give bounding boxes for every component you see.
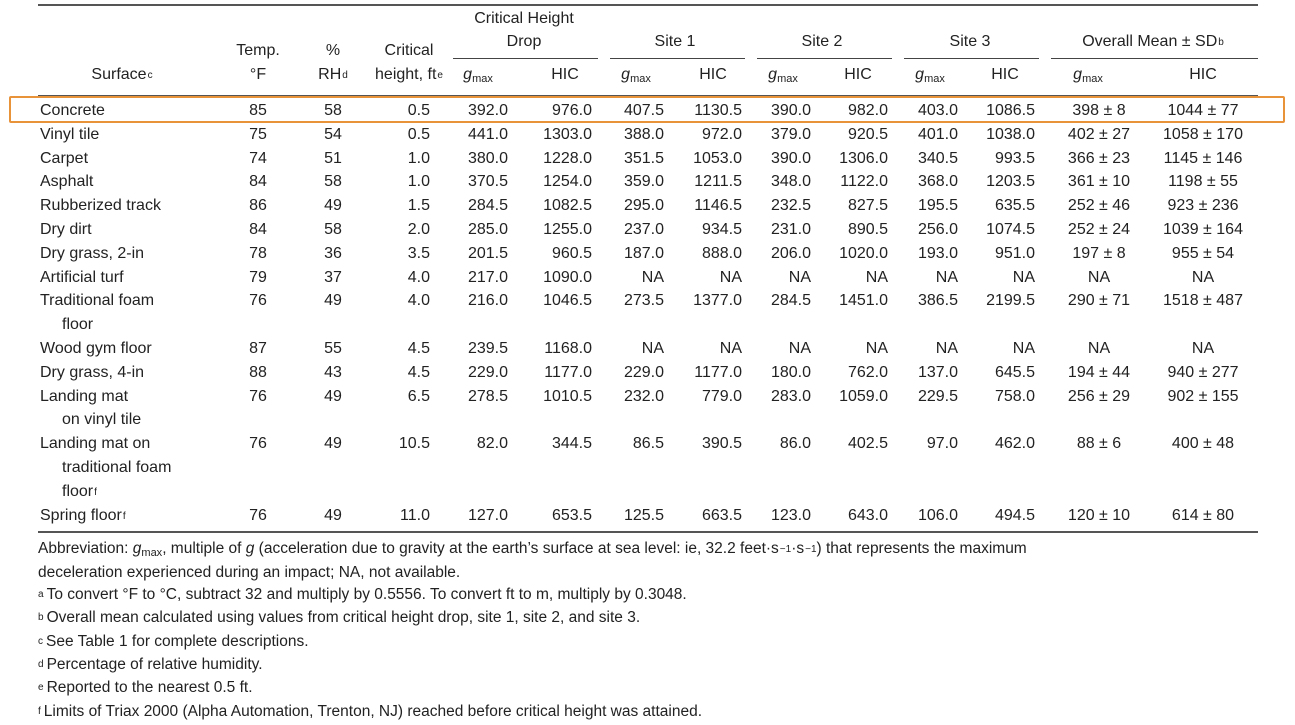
surface-label: Asphalt bbox=[40, 173, 94, 191]
cell-chd-g: 278.5 bbox=[467, 387, 508, 405]
cell-om-h: 923 ± 236 bbox=[1167, 197, 1239, 215]
cell-s1-h: 663.5 bbox=[701, 506, 742, 524]
cell-s3-h: 1203.5 bbox=[986, 173, 1035, 191]
group-rule-overall bbox=[1051, 58, 1258, 59]
cell-temp: 88 bbox=[249, 363, 267, 381]
cell-crit: 4.5 bbox=[407, 340, 430, 357]
cell-s3-g: 137.0 bbox=[917, 363, 958, 381]
cell-temp: 76 bbox=[249, 292, 267, 310]
cell-om-h: 940 ± 277 bbox=[1167, 363, 1239, 381]
surface-label: Dry grass, 4-in bbox=[40, 363, 145, 381]
footnote-mark: b bbox=[38, 612, 44, 624]
cell-s3-h: 645.5 bbox=[994, 363, 1035, 381]
surface-label: Artificial turf bbox=[40, 268, 124, 286]
footnote-text: Reported to the nearest 0.5 ft. bbox=[46, 679, 253, 697]
cell-s1-g: 86.5 bbox=[632, 435, 664, 453]
header-temp-line1: Temp. bbox=[236, 42, 280, 59]
cell-s3-h: 494.5 bbox=[994, 506, 1035, 524]
cell-s3-h: 462.0 bbox=[994, 435, 1035, 453]
abbrev-exp2: −1 bbox=[805, 544, 817, 555]
cell-om-g: 194 ± 44 bbox=[1067, 363, 1131, 381]
cell-chd-g: 370.5 bbox=[467, 173, 508, 191]
cell-chd-g: 239.5 bbox=[467, 340, 508, 357]
cell-s1-g: 273.5 bbox=[623, 292, 664, 310]
cell-s3-g: NA bbox=[935, 268, 958, 286]
cell-s1-h: NA bbox=[719, 268, 742, 286]
cell-crit: 2.0 bbox=[407, 221, 430, 238]
cell-s1-g: 407.5 bbox=[623, 102, 664, 119]
cell-om-g: 120 ± 10 bbox=[1067, 506, 1131, 524]
surface-label: Concrete bbox=[40, 102, 105, 119]
subheader-hic: HIC bbox=[551, 66, 579, 83]
cell-rh: 49 bbox=[324, 506, 342, 524]
cell-crit: 4.0 bbox=[407, 268, 430, 286]
cell-om-g: 252 ± 24 bbox=[1067, 221, 1131, 238]
cell-s1-g: 359.0 bbox=[623, 173, 664, 191]
gmax-g: g bbox=[915, 66, 925, 83]
footnote-text: To convert °F to °C, subtract 32 and multiply by 0.5556. To convert ft to m, multiply by 0.3048. bbox=[46, 586, 687, 603]
cell-s1-g: 125.5 bbox=[623, 506, 664, 524]
gmax-g: g bbox=[463, 66, 473, 83]
abbrev-sub: max bbox=[141, 547, 163, 559]
cell-s2-h: NA bbox=[865, 268, 888, 286]
footnote-c bbox=[38, 631, 1278, 654]
cell-temp: 87 bbox=[249, 340, 267, 357]
header-surface-text: Surface bbox=[91, 66, 147, 83]
cell-rh: 49 bbox=[324, 197, 342, 215]
cell-s3-h: 758.0 bbox=[994, 387, 1035, 405]
cell-crit: 4.0 bbox=[407, 292, 430, 310]
footnote-b bbox=[38, 607, 1278, 630]
cell-rh: 58 bbox=[324, 173, 342, 191]
cell-om-g: NA bbox=[1087, 268, 1111, 286]
footnote-text: Percentage of relative humidity. bbox=[46, 655, 263, 673]
cell-temp: 76 bbox=[249, 506, 267, 524]
footnote-a bbox=[38, 584, 1278, 607]
surface-label: traditional foam bbox=[62, 459, 172, 476]
cell-s2-h: 1306.0 bbox=[839, 149, 888, 167]
cell-s2-h: 643.0 bbox=[847, 506, 888, 524]
cell-s2-g: NA bbox=[788, 268, 811, 286]
cell-chd-h: 1010.5 bbox=[543, 387, 592, 405]
header-overall-mean bbox=[1082, 31, 1224, 53]
header-rh-text: RH bbox=[318, 66, 342, 83]
cell-rh: 58 bbox=[324, 102, 342, 119]
cell-s3-g: 256.0 bbox=[917, 221, 958, 238]
surface-label: Dry dirt bbox=[40, 221, 92, 238]
cell-om-g: 256 ± 29 bbox=[1067, 387, 1131, 405]
cell-s1-h: 1177.0 bbox=[694, 363, 742, 381]
gmax-sub: max bbox=[472, 73, 493, 85]
subheader-gmax bbox=[768, 64, 798, 87]
gmax-sub: max bbox=[630, 73, 651, 85]
cell-om-g: 290 ± 71 bbox=[1067, 292, 1131, 310]
footnote-d bbox=[38, 654, 1278, 677]
subheader-hic: HIC bbox=[991, 66, 1019, 83]
cell-crit: 0.5 bbox=[407, 125, 430, 143]
surface-label: Dry grass, 2-in bbox=[40, 244, 145, 262]
cell-s3-h: NA bbox=[1012, 268, 1035, 286]
cell-s3-g: 195.5 bbox=[917, 197, 958, 215]
cell-chd-h: 976.0 bbox=[551, 102, 592, 119]
cell-temp: 85 bbox=[249, 102, 267, 119]
cell-chd-h: 1082.5 bbox=[543, 197, 592, 215]
footnote-mark-e: e bbox=[437, 70, 443, 81]
cell-s3-g: 193.0 bbox=[917, 244, 958, 262]
surface-label: on vinyl tile bbox=[62, 411, 142, 429]
surface-label: Landing mat bbox=[40, 387, 129, 405]
cell-s1-h: 390.5 bbox=[701, 435, 742, 453]
cell-s3-g: 368.0 bbox=[917, 173, 958, 191]
cell-s2-g: 390.0 bbox=[770, 149, 811, 167]
cell-chd-g: 216.0 bbox=[467, 292, 508, 310]
cell-s3-h: 2199.5 bbox=[986, 292, 1035, 310]
cell-om-g: 366 ± 23 bbox=[1067, 149, 1131, 167]
cell-s2-h: NA bbox=[865, 340, 888, 357]
cell-chd-h: 653.5 bbox=[551, 506, 592, 524]
cell-om-h: 400 ± 48 bbox=[1171, 435, 1235, 453]
header-critical-line2 bbox=[375, 64, 443, 86]
cell-chd-g: 284.5 bbox=[467, 197, 508, 215]
footnote-mark-f: f bbox=[122, 510, 126, 522]
cell-om-h: 1058 ± 170 bbox=[1163, 125, 1243, 143]
gmax-g: g bbox=[621, 66, 631, 83]
cell-crit: 3.5 bbox=[407, 244, 430, 262]
cell-s3-h: 1086.5 bbox=[986, 102, 1035, 119]
cell-chd-h: 1228.0 bbox=[543, 149, 592, 167]
subheader-hic: HIC bbox=[1189, 66, 1217, 83]
cell-s2-h: 920.5 bbox=[847, 125, 888, 143]
cell-temp: 78 bbox=[249, 244, 267, 262]
header-site1: Site 1 bbox=[654, 33, 696, 50]
header-critical-text: height, ft bbox=[375, 66, 437, 83]
cell-s1-g: NA bbox=[641, 268, 664, 286]
row-highlight-box bbox=[9, 96, 1285, 123]
cell-crit: 10.5 bbox=[398, 435, 430, 453]
gmax-g: g bbox=[1073, 66, 1083, 83]
cell-temp: 75 bbox=[249, 125, 267, 143]
cell-s1-h: 1130.5 bbox=[694, 102, 742, 119]
subheader-gmax bbox=[1073, 64, 1103, 87]
cell-om-g: 88 ± 6 bbox=[1076, 435, 1122, 453]
cell-chd-h: 1303.0 bbox=[543, 125, 592, 143]
cell-chd-g: 380.0 bbox=[467, 149, 508, 167]
cell-s2-h: 1451.0 bbox=[839, 292, 888, 310]
header-rh-line2 bbox=[318, 64, 348, 86]
cell-chd-g: 441.0 bbox=[467, 125, 508, 143]
cell-s2-h: 1059.0 bbox=[839, 387, 888, 405]
footnote-mark-f: f bbox=[94, 486, 97, 498]
cell-om-g: 252 ± 46 bbox=[1067, 197, 1131, 215]
header-rh-line1: % bbox=[325, 42, 341, 59]
footnote-mark: f bbox=[38, 705, 41, 717]
group-rule-site1 bbox=[610, 58, 745, 59]
cell-s3-g: 401.0 bbox=[917, 125, 958, 143]
cell-s1-g: 187.0 bbox=[623, 244, 664, 262]
cell-s2-g: 123.0 bbox=[770, 506, 811, 524]
cell-om-g: 197 ± 8 bbox=[1072, 244, 1126, 262]
surface-label: floor$^f$ bbox=[62, 482, 97, 500]
cell-s3-h: 951.0 bbox=[994, 244, 1035, 262]
gmax-sub: max bbox=[1082, 73, 1103, 85]
table-top-rule bbox=[38, 4, 1258, 6]
cell-chd-g: 127.0 bbox=[467, 506, 508, 524]
cell-rh: 43 bbox=[324, 363, 342, 381]
footnote-abbreviation bbox=[38, 538, 1278, 584]
group-rule-chd bbox=[453, 58, 598, 59]
cell-s3-g: 386.5 bbox=[917, 292, 958, 310]
cell-s1-h: 1377.0 bbox=[693, 292, 742, 310]
footnote-mark: c bbox=[38, 635, 43, 647]
cell-om-h: 902 ± 155 bbox=[1167, 387, 1239, 405]
cell-temp: 86 bbox=[249, 197, 267, 215]
footnote-text: See Table 1 for complete descriptions. bbox=[46, 632, 309, 650]
abbrev-g: g bbox=[132, 540, 142, 557]
cell-s1-g: 237.0 bbox=[623, 221, 664, 238]
cell-om-h: 1039 ± 164 bbox=[1163, 221, 1243, 238]
abbrev-g2: g bbox=[245, 540, 255, 557]
abbrev-exp1: −1 bbox=[779, 544, 792, 555]
cell-om-g: 361 ± 10 bbox=[1067, 173, 1131, 191]
footnote-mark-d: d bbox=[342, 70, 348, 81]
cell-s3-g: 97.0 bbox=[926, 435, 958, 453]
cell-crit: 1.0 bbox=[407, 173, 430, 191]
cell-s1-h: 1146.5 bbox=[694, 197, 742, 215]
cell-s1-h: 934.5 bbox=[701, 221, 742, 238]
cell-chd-g: 392.0 bbox=[467, 102, 508, 119]
cell-temp: 76 bbox=[249, 435, 267, 453]
cell-s1-g: NA bbox=[641, 340, 664, 357]
abbrev-line2: deceleration experienced during an impact; NA, not available. bbox=[38, 563, 461, 581]
cell-crit: 0.5 bbox=[407, 102, 430, 119]
cell-om-h: 955 ± 54 bbox=[1171, 244, 1235, 262]
surface-label: Carpet bbox=[40, 149, 89, 167]
cell-chd-h: 344.5 bbox=[551, 435, 592, 453]
header-critical-line1: Critical bbox=[384, 42, 434, 59]
cell-rh: 54 bbox=[324, 125, 342, 143]
cell-s3-h: 1038.0 bbox=[986, 125, 1035, 143]
abbrev-text1: , multiple of bbox=[162, 540, 246, 557]
cell-s2-g: 86.0 bbox=[779, 435, 811, 453]
cell-om-h: 1044 ± 77 bbox=[1167, 102, 1239, 119]
gmax-g: g bbox=[768, 66, 778, 83]
surface-label: Spring floor$^f$ bbox=[40, 506, 126, 524]
subheader-gmax bbox=[621, 64, 651, 87]
header-critical-height-drop-line2: Drop bbox=[506, 33, 542, 50]
header-overall-mean-text: Overall Mean ± SD bbox=[1082, 33, 1218, 50]
cell-s3-h: NA bbox=[1012, 340, 1035, 357]
header-temp-line2: °F bbox=[249, 66, 267, 83]
cell-s2-h: 1122.0 bbox=[840, 173, 888, 191]
cell-chd-h: 1090.0 bbox=[543, 268, 592, 286]
cell-s1-g: 232.0 bbox=[623, 387, 664, 405]
cell-s3-g: NA bbox=[935, 340, 958, 357]
cell-s2-g: 232.5 bbox=[770, 197, 811, 215]
cell-s1-g: 295.0 bbox=[623, 197, 664, 215]
footnote-mark-c: c bbox=[147, 70, 153, 81]
cell-rh: 58 bbox=[324, 221, 342, 238]
header-surface bbox=[91, 64, 152, 86]
cell-chd-h: 1254.0 bbox=[543, 173, 592, 191]
subheader-gmax bbox=[463, 64, 493, 87]
cell-om-h: 1198 ± 55 bbox=[1168, 173, 1238, 191]
cell-temp: 74 bbox=[249, 149, 267, 167]
group-rule-site3 bbox=[904, 58, 1039, 59]
cell-s3-g: 106.0 bbox=[917, 506, 958, 524]
cell-temp: 76 bbox=[249, 387, 267, 405]
cell-s1-g: 388.0 bbox=[623, 125, 664, 143]
surface-label: floor bbox=[62, 316, 94, 334]
cell-s2-g: 379.0 bbox=[770, 125, 811, 143]
footnote-text: Limits of Triax 2000 (Alpha Automation, Trenton, NJ) reached before critical height was attained. bbox=[43, 702, 703, 720]
cell-s2-g: 348.0 bbox=[770, 173, 811, 191]
cell-s2-g: 390.0 bbox=[770, 102, 811, 119]
cell-s1-h: 972.0 bbox=[701, 125, 742, 143]
cell-s3-h: 993.5 bbox=[994, 149, 1035, 167]
header-critical-height-drop-line1: Critical Height bbox=[474, 10, 574, 27]
cell-rh: 36 bbox=[324, 244, 342, 262]
cell-s1-g: 229.0 bbox=[623, 363, 664, 381]
footnote-mark: a bbox=[38, 589, 44, 600]
cell-chd-h: 1177.0 bbox=[544, 363, 592, 381]
cell-s2-h: 890.5 bbox=[847, 221, 888, 238]
cell-om-h: 614 ± 80 bbox=[1171, 506, 1235, 524]
cell-om-h: 1518 ± 487 bbox=[1163, 292, 1243, 310]
abbrev-gmax bbox=[133, 540, 162, 557]
cell-s1-h: 888.0 bbox=[701, 244, 742, 262]
subheader-hic: HIC bbox=[844, 66, 872, 83]
cell-s2-h: 1020.0 bbox=[839, 244, 888, 262]
cell-crit: 1.5 bbox=[407, 197, 430, 215]
gmax-sub: max bbox=[924, 73, 945, 85]
group-rule-site2 bbox=[757, 58, 892, 59]
cell-s2-h: 402.5 bbox=[847, 435, 888, 453]
cell-s1-g: 351.5 bbox=[623, 149, 664, 167]
cell-rh: 55 bbox=[324, 340, 342, 357]
cell-s1-h: 1053.0 bbox=[693, 149, 742, 167]
header-site2: Site 2 bbox=[801, 33, 843, 50]
footnote-mark: e bbox=[38, 682, 44, 694]
footnote-e bbox=[38, 677, 1278, 700]
cell-chd-g: 201.5 bbox=[467, 244, 508, 262]
cell-s3-h: 635.5 bbox=[994, 197, 1035, 215]
abbrev-text3: ) that represents the maximum bbox=[816, 540, 1027, 557]
cell-om-g: 398 ± 8 bbox=[1072, 102, 1126, 119]
cell-s2-g: 180.0 bbox=[770, 363, 811, 381]
cell-crit: 1.0 bbox=[407, 149, 430, 167]
surface-label: Landing mat on bbox=[40, 435, 151, 453]
cell-chd-h: 1168.0 bbox=[544, 340, 592, 357]
cell-chd-h: 1255.0 bbox=[543, 221, 592, 238]
cell-s1-h: 1211.5 bbox=[694, 173, 742, 191]
cell-rh: 37 bbox=[324, 268, 342, 286]
cell-crit: 6.5 bbox=[407, 387, 430, 405]
cell-s1-h: 779.0 bbox=[701, 387, 742, 405]
cell-rh: 49 bbox=[324, 387, 342, 405]
abbrev-text2: (acceleration due to gravity at the earth’s surface at sea level: ie, 32.2 feet·s bbox=[254, 540, 779, 557]
cell-temp: 84 bbox=[249, 173, 267, 191]
cell-om-g: 402 ± 27 bbox=[1067, 125, 1131, 143]
footnote-mark-b: b bbox=[1218, 37, 1224, 48]
subheader-hic: HIC bbox=[699, 66, 727, 83]
gmax-sub: max bbox=[777, 73, 798, 85]
header-site3: Site 3 bbox=[949, 33, 991, 50]
cell-om-h: 1145 ± 146 bbox=[1163, 149, 1243, 167]
cell-s2-g: 284.5 bbox=[770, 292, 811, 310]
table-bottom-rule bbox=[38, 531, 1258, 533]
cell-temp: 79 bbox=[249, 268, 267, 286]
cell-s3-g: 340.5 bbox=[917, 149, 958, 167]
abbrev-prefix: Abbreviation: bbox=[38, 540, 133, 557]
cell-rh: 51 bbox=[324, 149, 342, 167]
footnote-mark: d bbox=[38, 658, 44, 670]
cell-chd-h: 960.5 bbox=[551, 244, 592, 262]
cell-s1-h: NA bbox=[719, 340, 742, 357]
cell-s2-g: NA bbox=[788, 340, 811, 357]
cell-s3-h: 1074.5 bbox=[986, 221, 1035, 238]
cell-chd-g: 217.0 bbox=[467, 268, 508, 286]
cell-crit: 11.0 bbox=[400, 506, 430, 524]
cell-s2-h: 982.0 bbox=[847, 102, 888, 119]
cell-temp: 84 bbox=[249, 221, 267, 238]
cell-rh: 49 bbox=[324, 292, 342, 310]
cell-crit: 4.5 bbox=[407, 363, 430, 381]
cell-s3-g: 229.5 bbox=[917, 387, 958, 405]
cell-chd-g: 285.0 bbox=[467, 221, 508, 238]
footnote-f bbox=[38, 701, 1278, 724]
cell-om-h: NA bbox=[1191, 340, 1215, 357]
cell-s2-g: 206.0 bbox=[770, 244, 811, 262]
surface-label: Wood gym floor bbox=[40, 340, 152, 357]
cell-s2-h: 827.5 bbox=[847, 197, 888, 215]
cell-chd-g: 82.0 bbox=[476, 435, 508, 453]
surface-label: Traditional foam bbox=[40, 292, 155, 310]
cell-om-g: NA bbox=[1087, 340, 1111, 357]
cell-s2-g: 231.0 bbox=[770, 221, 811, 238]
cell-rh: 49 bbox=[324, 435, 342, 453]
cell-s3-g: 403.0 bbox=[917, 102, 958, 119]
footnote-text: Overall mean calculated using values from critical height drop, site 1, site 2, and site 3. bbox=[46, 609, 641, 627]
cell-chd-g: 229.0 bbox=[467, 363, 508, 381]
cell-chd-h: 1046.5 bbox=[543, 292, 592, 310]
cell-om-h: NA bbox=[1191, 268, 1215, 286]
surface-label: Vinyl tile bbox=[40, 125, 100, 143]
cell-s2-h: 762.0 bbox=[847, 363, 888, 381]
abbrev-dot: ·s bbox=[791, 540, 805, 557]
subheader-gmax bbox=[915, 64, 945, 87]
cell-s2-g: 283.0 bbox=[770, 387, 811, 405]
surface-label: Rubberized track bbox=[40, 197, 161, 215]
